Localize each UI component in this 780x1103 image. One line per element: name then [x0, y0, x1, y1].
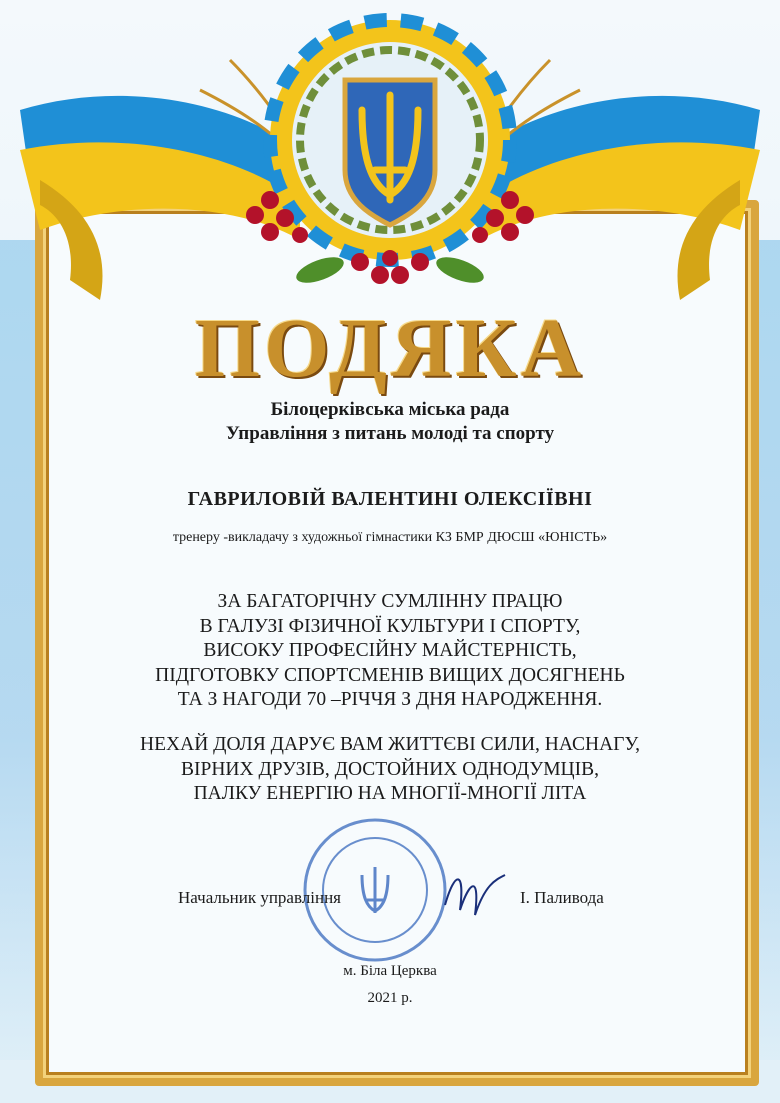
- wish-line: ПАЛКУ ЕНЕРГІЮ НА МНОГІЇ-МНОГІЇ ЛІТА: [193, 783, 587, 804]
- reason-line: ТА З НАГОДИ 70 –РІЧЧЯ З ДНЯ НАРОДЖЕННЯ.: [177, 689, 603, 710]
- organization-block: [60, 398, 720, 446]
- wish-line: ВІРНИХ ДРУЗІВ, ДОСТОЙНИХ ОДНОДУМЦІВ,: [180, 758, 599, 780]
- reason-line: ВИСОКУ ПРОФЕСІЙНУ МАЙСТЕРНІСТЬ,: [203, 640, 577, 661]
- city-label: м. Біла Церква: [343, 963, 437, 979]
- page-title: ПОДЯКА: [194, 302, 586, 395]
- signatory-name: І. Паливода: [520, 888, 604, 907]
- recipient-name: ГАВРИЛОВІЙ ВАЛЕНТИНІ ОЛЕКСІЇВНІ: [187, 488, 593, 510]
- recipient-role: тренеру -викладачу з художньої гімнастики КЗ БМР ДЮСШ «ЮНІСТЬ»: [172, 530, 608, 545]
- reason-block: [60, 590, 720, 713]
- signature-scribble: [440, 865, 510, 925]
- reason-line: В ГАЛУЗІ ФІЗИЧНОЇ КУЛЬТУРИ І СПОРТУ,: [199, 615, 581, 637]
- trident-emblem-icon: [0, 0, 780, 330]
- stamp-trident-icon: [362, 867, 388, 913]
- wish-line: НЕХАЙ ДОЛЯ ДАРУЄ ВАМ ЖИТТЄВІ СИЛИ, НАСНАГУ,: [140, 734, 640, 755]
- organization-line: Управління з питань молоді та спорту: [225, 423, 555, 444]
- organization-line: Білоцерківська міська рада: [270, 399, 510, 420]
- reason-line: ПІДГОТОВКУ СПОРТСМЕНІВ ВИЩИХ ДОСЯГНЕНЬ: [155, 664, 625, 686]
- year-label: 2021 р.: [367, 990, 413, 1006]
- signatory-title: Начальник управління: [178, 888, 341, 907]
- wish-block: [60, 733, 720, 807]
- reason-line: ЗА БАГАТОРІЧНУ СУМЛІННУ ПРАЦЮ: [217, 591, 563, 612]
